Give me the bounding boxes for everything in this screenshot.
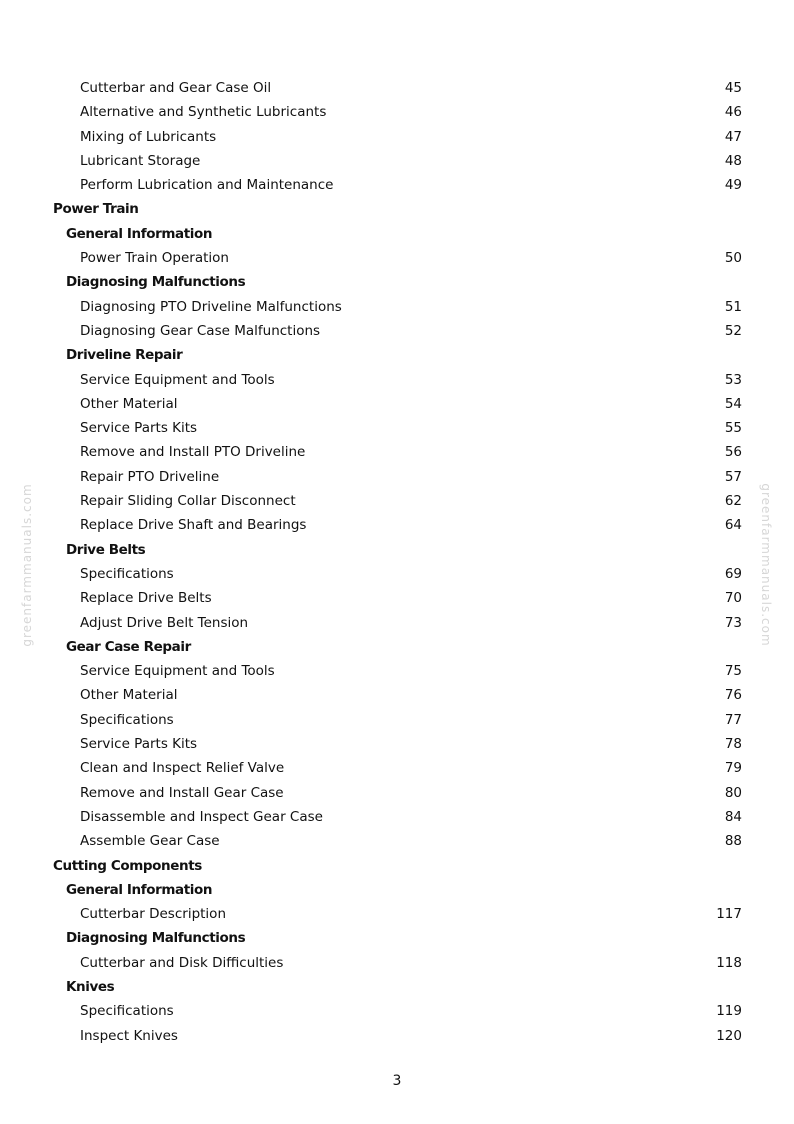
toc-entry-title: Knives — [66, 978, 115, 995]
toc-entry-page: 79 — [724, 760, 742, 777]
toc-entry-title: Perform Lubrication and Maintenance — [80, 177, 334, 194]
toc-entry-title: Remove and Install Gear Case — [80, 784, 284, 801]
toc-entry-page: 52 — [724, 322, 742, 339]
toc-entry-title: Clean and Inspect Relief Valve — [80, 760, 285, 777]
toc-entry-title: Replace Drive Shaft and Bearings — [80, 517, 307, 534]
toc-entry[interactable] — [0, 756, 794, 780]
toc-subsection-heading[interactable] — [0, 975, 794, 999]
toc-entry[interactable] — [0, 999, 794, 1023]
toc-entry-title: Inspect Knives — [80, 1027, 178, 1044]
toc-entry-title: Specifications — [80, 565, 174, 582]
toc-entry-title: Service Equipment and Tools — [80, 371, 275, 388]
watermark-right: greenfarmmanuals.com — [759, 483, 773, 647]
toc-entry[interactable] — [0, 173, 794, 197]
toc-entry[interactable] — [0, 708, 794, 732]
toc-section-heading[interactable] — [0, 197, 794, 221]
toc-entry-page: 49 — [724, 177, 742, 194]
toc-entry-title: Diagnosing PTO Driveline Malfunctions — [80, 298, 342, 315]
toc-subsection-heading[interactable] — [0, 343, 794, 367]
toc-entry-page: 118 — [716, 954, 742, 971]
toc-entry-title: Remove and Install PTO Driveline — [80, 444, 306, 461]
toc-entry[interactable] — [0, 246, 794, 270]
toc-entry[interactable] — [0, 319, 794, 343]
toc-subsection-heading[interactable] — [0, 270, 794, 294]
toc-entry-title: Power Train Operation — [80, 250, 229, 267]
toc-entry[interactable] — [0, 392, 794, 416]
toc-entry-page: 84 — [724, 808, 742, 825]
toc-entry[interactable] — [0, 586, 794, 610]
toc-entry-page: 53 — [724, 371, 742, 388]
toc-entry-title: Other Material — [80, 395, 178, 412]
toc-entry-page: 76 — [724, 687, 742, 704]
toc-subsection-heading[interactable] — [0, 222, 794, 246]
toc-entry-page: 119 — [716, 1003, 742, 1020]
toc-entry-title: Alternative and Synthetic Lubricants — [80, 104, 327, 121]
toc-entry-title: Diagnosing Malfunctions — [66, 930, 246, 947]
toc-entry[interactable] — [0, 781, 794, 805]
toc-subsection-heading[interactable] — [0, 878, 794, 902]
toc-entry-title: Diagnosing Gear Case Malfunctions — [80, 322, 321, 339]
toc-entry[interactable] — [0, 951, 794, 975]
toc-entry[interactable] — [0, 683, 794, 707]
toc-subsection-heading[interactable] — [0, 635, 794, 659]
toc-entry-page: 45 — [724, 80, 742, 96]
toc-entry[interactable] — [0, 440, 794, 464]
toc-entry-page: 54 — [724, 395, 742, 412]
table-of-contents — [0, 76, 794, 1048]
toc-entry-title: Drive Belts — [66, 541, 146, 558]
toc-entry-title: Replace Drive Belts — [80, 590, 212, 607]
toc-entry-page: 56 — [724, 444, 742, 461]
toc-entry[interactable] — [0, 149, 794, 173]
toc-entry[interactable] — [0, 902, 794, 926]
toc-entry-page: 46 — [724, 104, 742, 121]
toc-entry-title: Driveline Repair — [66, 347, 183, 364]
toc-entry[interactable] — [0, 562, 794, 586]
toc-entry-page: 64 — [724, 517, 742, 534]
toc-entry-page: 117 — [716, 906, 742, 923]
toc-entry-title: Cutterbar Description — [80, 906, 226, 923]
toc-entry-page: 47 — [724, 128, 742, 145]
toc-entry[interactable] — [0, 295, 794, 319]
toc-entry-title: Repair Sliding Collar Disconnect — [80, 493, 296, 510]
toc-entry-page: 57 — [724, 468, 742, 485]
toc-entry-page: 73 — [724, 614, 742, 631]
page-number: 3 — [392, 1073, 402, 1089]
toc-entry-page: 62 — [724, 493, 742, 510]
toc-entry-title: Assemble Gear Case — [80, 833, 220, 850]
toc-subsection-heading[interactable] — [0, 538, 794, 562]
toc-entry[interactable] — [0, 465, 794, 489]
toc-entry[interactable] — [0, 416, 794, 440]
toc-entry-page: 88 — [724, 833, 742, 850]
toc-entry[interactable] — [0, 489, 794, 513]
toc-entry[interactable] — [0, 611, 794, 635]
toc-entry[interactable] — [0, 829, 794, 853]
toc-entry-title: Specifications — [80, 1003, 174, 1020]
toc-entry-title: Diagnosing Malfunctions — [66, 274, 246, 291]
toc-entry-title: Other Material — [80, 687, 178, 704]
toc-entry-title: Power Train — [53, 201, 139, 218]
toc-entry-title: General Information — [66, 881, 213, 898]
toc-entry-title: Mixing of Lubricants — [80, 128, 217, 145]
toc-entry-page: 120 — [716, 1027, 742, 1044]
toc-entry-page: 55 — [724, 420, 742, 437]
toc-entry[interactable] — [0, 805, 794, 829]
toc-entry-title: Service Equipment and Tools — [80, 663, 275, 680]
watermark-left: greenfarmmanuals.com — [20, 483, 34, 647]
toc-entry-title: Cutterbar and Gear Case Oil — [80, 80, 272, 96]
toc-entry[interactable] — [0, 125, 794, 149]
toc-entry-title: Specifications — [80, 711, 174, 728]
toc-entry[interactable] — [0, 100, 794, 124]
toc-entry-title: Repair PTO Driveline — [80, 468, 220, 485]
toc-entry[interactable] — [0, 659, 794, 683]
toc-entry-page: 48 — [724, 152, 742, 169]
toc-entry-page: 51 — [724, 298, 742, 315]
toc-entry-page: 80 — [724, 784, 742, 801]
toc-entry-title: Lubricant Storage — [80, 152, 201, 169]
toc-section-heading[interactable] — [0, 854, 794, 878]
toc-entry[interactable] — [0, 76, 794, 100]
toc-entry-title: Service Parts Kits — [80, 736, 198, 753]
toc-entry-title: Service Parts Kits — [80, 420, 198, 437]
toc-entry[interactable] — [0, 732, 794, 756]
toc-entry-page: 78 — [724, 736, 742, 753]
toc-entry-page: 69 — [724, 565, 742, 582]
toc-entry[interactable] — [0, 1024, 794, 1048]
toc-entry-title: Disassemble and Inspect Gear Case — [80, 808, 323, 825]
toc-entry-title: Gear Case Repair — [66, 638, 191, 655]
toc-entry[interactable] — [0, 368, 794, 392]
toc-entry-title: Cutting Components — [53, 857, 202, 874]
toc-entry-title: General Information — [66, 225, 213, 242]
toc-subsection-heading[interactable] — [0, 926, 794, 950]
toc-entry[interactable] — [0, 513, 794, 537]
toc-entry-page: 75 — [724, 663, 742, 680]
toc-entry-page: 77 — [724, 711, 742, 728]
toc-entry-title: Adjust Drive Belt Tension — [80, 614, 249, 631]
toc-entry-page: 70 — [724, 590, 742, 607]
toc-entry-title: Cutterbar and Disk Difficulties — [80, 954, 284, 971]
toc-entry-page: 50 — [724, 250, 742, 267]
